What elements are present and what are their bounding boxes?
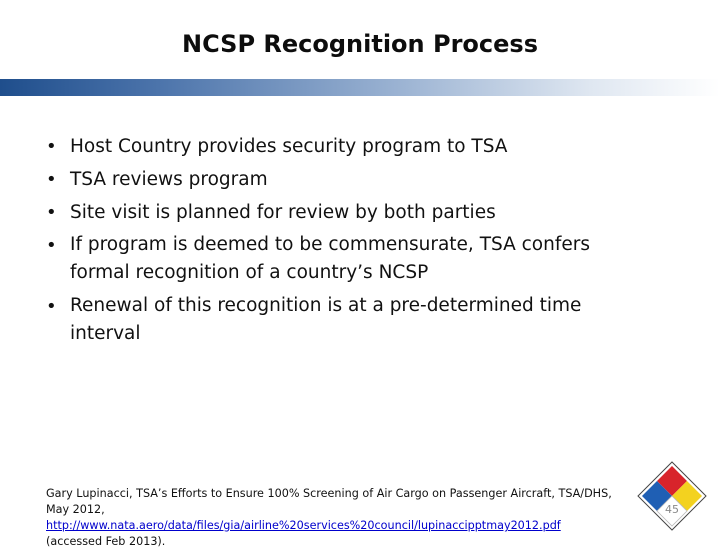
hazard-diamond-logo-icon [636,460,708,532]
bullet-dot-icon: • [46,202,57,223]
bullet-item [46,163,626,196]
bullet-item [46,290,626,351]
bullet-dot-icon: • [46,296,57,317]
bullet-text: Host Country provides security program to TSA [70,136,508,157]
bullet-text: Site visit is planned for review by both parties [70,202,496,223]
bullet-list [46,130,626,351]
bullet-text: If program is deemed to be commensurate, TSA confers formal recognition of a country’s NCSP [70,234,590,283]
bullet-item [46,229,626,290]
citation [46,486,616,550]
slide-title: NCSP Recognition Process [182,30,538,58]
citation-accessed: (accessed Feb 2013). [46,535,166,548]
bullet-dot-icon: • [46,169,57,190]
bullet-dot-icon: • [46,235,57,256]
bullet-item [46,196,626,229]
bullet-dot-icon: • [46,136,57,157]
bullet-text: TSA reviews program [70,169,268,190]
bullet-text: Renewal of this recognition is at a pre-determined time interval [70,295,582,344]
citation-text: Gary Lupinacci, TSA’s Efforts to Ensure 100% Screening of Air Cargo on Passenger Aircraft, TSA/DHS, May 2012, [46,487,612,516]
title-gradient-bar [0,79,720,96]
citation-link[interactable]: http://www.nata.aero/data/files/gia/airline%20services%20council/lupinaccipptmay2012.pdf [46,519,561,532]
bullet-item [46,130,626,163]
page-number: 45 [665,503,679,516]
